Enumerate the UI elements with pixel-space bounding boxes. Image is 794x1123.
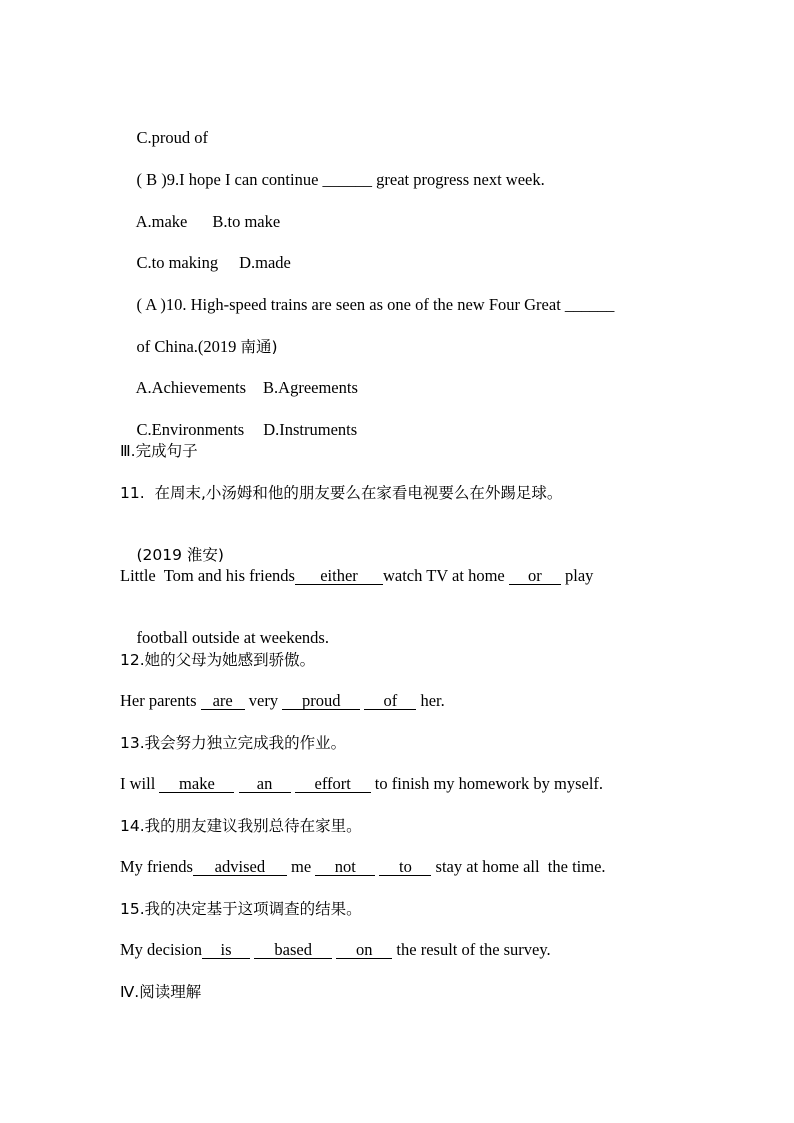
question-13-prompt: 13.我会努力独立完成我的作业。 xyxy=(120,734,347,752)
answer-text: stay at home all the time. xyxy=(431,857,606,876)
answer-blank: or xyxy=(509,567,561,585)
answer-blank: advised xyxy=(193,858,287,876)
option-b: B.Agreements xyxy=(263,378,358,397)
answer-text: watch TV at home xyxy=(382,566,509,585)
option-b: B.to make xyxy=(212,212,281,231)
answer-text: me xyxy=(286,857,316,876)
question-12-prompt: 12.她的父母为她感到骄傲。 xyxy=(120,651,316,669)
question-15-prompt: 15.我的决定基于这项调查的结果。 xyxy=(120,900,362,918)
answer-blank: either xyxy=(295,567,383,585)
question-text: ( A )10. High-speed trains are seen as one of the new Four Great ______ xyxy=(136,295,615,314)
answer-text: I will xyxy=(120,774,160,793)
question-15-answer xyxy=(120,940,551,960)
answer-blank: effort xyxy=(295,775,371,793)
section-heading-4: Ⅳ.阅读理解 xyxy=(120,983,202,1001)
option-c: C.to making xyxy=(136,253,219,272)
question-14-prompt: 14.我的朋友建议我别总待在家里。 xyxy=(120,817,362,835)
question-14-answer xyxy=(120,857,606,877)
answer-blank: of xyxy=(364,692,416,710)
answer-blank: is xyxy=(202,941,250,959)
answer-text: play xyxy=(560,566,594,585)
answer-text: Her parents xyxy=(120,691,201,710)
answer-text: to finish my homework by myself. xyxy=(370,774,604,793)
option-text: C.proud of xyxy=(136,128,208,147)
question-11-answer xyxy=(120,566,593,586)
question-text: ( B )9.I hope I can continue ______ great progress next week. xyxy=(136,170,545,189)
answer-blank: proud xyxy=(282,692,360,710)
question-12-answer xyxy=(120,691,445,711)
answer-text: the result of the survey. xyxy=(392,940,551,959)
question-13-answer xyxy=(120,774,603,794)
question-text: of China.(2019 xyxy=(136,337,241,356)
answer-text: Little Tom and his friends xyxy=(120,566,295,585)
answer-blank: make xyxy=(159,775,234,793)
answer-text: football outside at weekends. xyxy=(136,628,329,647)
answer-blank: based xyxy=(254,941,332,959)
option-d: D.made xyxy=(239,253,291,272)
option-a: A.make xyxy=(135,212,188,231)
answer-blank: an xyxy=(239,775,291,793)
question-11-prompt: 11. 在周末,小汤姆和他的朋友要么在家看电视要么在外踢足球。 xyxy=(120,484,563,502)
answer-text: her. xyxy=(416,691,445,710)
answer-blank: not xyxy=(315,858,375,876)
answer-blank: to xyxy=(379,858,431,876)
answer-text: very xyxy=(244,691,283,710)
option-a: A.Achievements xyxy=(135,378,247,397)
answer-text: My decision xyxy=(120,940,203,959)
source-text: (2019 淮安) xyxy=(136,546,224,564)
option-c: C.Environments xyxy=(136,420,245,439)
source-city: 南通) xyxy=(240,338,278,356)
answer-blank: on xyxy=(336,941,392,959)
answer-text: My friends xyxy=(120,857,193,876)
option-d: D.Instruments xyxy=(263,420,358,439)
section-heading-3: Ⅲ.完成句子 xyxy=(120,442,198,460)
answer-blank: are xyxy=(201,692,245,710)
